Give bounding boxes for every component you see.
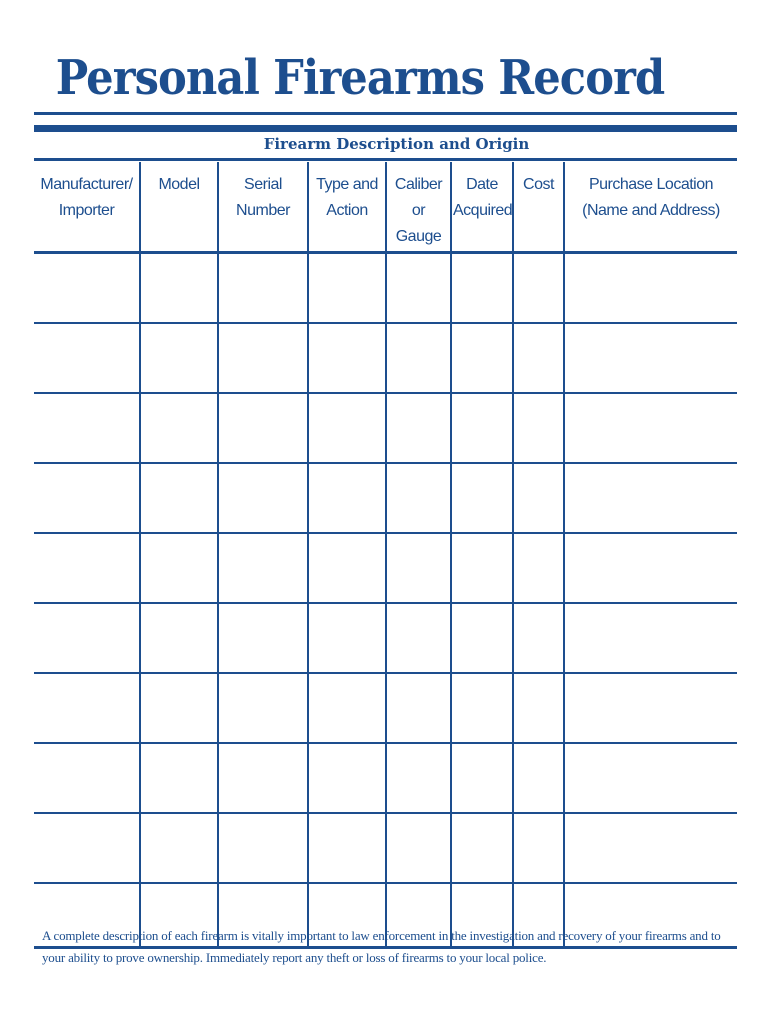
table-cell[interactable] xyxy=(386,393,451,463)
table-row xyxy=(34,743,737,813)
title-rule-thick xyxy=(34,112,737,115)
table-cell[interactable] xyxy=(513,603,564,673)
table-cell[interactable] xyxy=(513,323,564,393)
table-cell[interactable] xyxy=(386,743,451,813)
table-cell[interactable] xyxy=(140,673,218,743)
table-cell[interactable] xyxy=(564,743,737,813)
table-row xyxy=(34,603,737,673)
table-cell[interactable] xyxy=(308,813,386,883)
table-cell[interactable] xyxy=(34,323,140,393)
table-cell[interactable] xyxy=(513,463,564,533)
table-cell[interactable] xyxy=(308,743,386,813)
table-cell[interactable] xyxy=(218,393,308,463)
column-header-caliber-gauge: Caliber or Gauge xyxy=(386,162,451,253)
column-header-date-acquired: Date Acquired xyxy=(451,162,513,253)
table-cell[interactable] xyxy=(386,603,451,673)
table-cell[interactable] xyxy=(564,813,737,883)
table-cell[interactable] xyxy=(140,393,218,463)
footnote: A complete description of each firearm is vitally important to law enforcement in the investigation and recovery of your firearms and to your ability to prove ownership. Immediately report any theft or loss of firearms to your local police. xyxy=(42,928,721,965)
table-cell[interactable] xyxy=(140,813,218,883)
table-cell[interactable] xyxy=(564,393,737,463)
table-cell[interactable] xyxy=(564,323,737,393)
table-cell[interactable] xyxy=(513,813,564,883)
table-row xyxy=(34,253,737,324)
table-cell[interactable] xyxy=(451,323,513,393)
table-cell[interactable] xyxy=(34,603,140,673)
table-cell[interactable] xyxy=(386,673,451,743)
table-cell[interactable] xyxy=(308,463,386,533)
table-cell[interactable] xyxy=(34,673,140,743)
table-cell[interactable] xyxy=(513,393,564,463)
table-cell[interactable] xyxy=(218,533,308,603)
table-cell[interactable] xyxy=(513,743,564,813)
table-cell[interactable] xyxy=(140,603,218,673)
table-row xyxy=(34,323,737,393)
table-cell[interactable] xyxy=(451,533,513,603)
table-row xyxy=(34,813,737,883)
table-cell[interactable] xyxy=(451,393,513,463)
section-rule xyxy=(34,158,737,161)
table-cell[interactable] xyxy=(308,393,386,463)
table-cell[interactable] xyxy=(218,743,308,813)
table-cell[interactable] xyxy=(218,463,308,533)
table-cell[interactable] xyxy=(386,813,451,883)
table-cell[interactable] xyxy=(513,253,564,324)
table-cell[interactable] xyxy=(218,603,308,673)
table-row xyxy=(34,393,737,463)
column-header-cost: Cost xyxy=(513,162,564,253)
table-cell[interactable] xyxy=(451,253,513,324)
table-cell[interactable] xyxy=(451,813,513,883)
table-cell[interactable] xyxy=(386,253,451,324)
table-row xyxy=(34,463,737,533)
column-header-model: Model xyxy=(140,162,218,253)
table-cell[interactable] xyxy=(34,393,140,463)
table-cell[interactable] xyxy=(513,533,564,603)
table-cell[interactable] xyxy=(218,813,308,883)
table-cell[interactable] xyxy=(308,323,386,393)
table-cell[interactable] xyxy=(386,463,451,533)
table-cell[interactable] xyxy=(564,253,737,324)
table-cell[interactable] xyxy=(308,533,386,603)
table-cell[interactable] xyxy=(140,463,218,533)
table-cell[interactable] xyxy=(451,463,513,533)
table-cell[interactable] xyxy=(513,673,564,743)
table-cell[interactable] xyxy=(34,463,140,533)
table-cell[interactable] xyxy=(451,673,513,743)
table-cell[interactable] xyxy=(386,323,451,393)
header-row xyxy=(34,162,737,253)
column-header-type-action: Type and Action xyxy=(308,162,386,253)
section-title: Firearm Description and Origin xyxy=(263,135,530,153)
table-cell[interactable] xyxy=(564,463,737,533)
table-cell[interactable] xyxy=(140,533,218,603)
column-header-purchase-location: Purchase Location (Name and Address) xyxy=(564,162,737,253)
table-cell[interactable] xyxy=(34,813,140,883)
table-cell[interactable] xyxy=(34,743,140,813)
table-cell[interactable] xyxy=(34,253,140,324)
table-cell[interactable] xyxy=(308,673,386,743)
table-cell[interactable] xyxy=(34,533,140,603)
form-title: Personal Firearms Record xyxy=(55,50,665,106)
table-cell[interactable] xyxy=(140,253,218,324)
table-cell[interactable] xyxy=(218,673,308,743)
table-cell[interactable] xyxy=(218,253,308,324)
table-cell[interactable] xyxy=(140,743,218,813)
firearms-table xyxy=(34,162,737,949)
table-cell[interactable] xyxy=(451,743,513,813)
table-cell[interactable] xyxy=(218,323,308,393)
table-cell[interactable] xyxy=(564,603,737,673)
title-rule-bar xyxy=(34,125,737,132)
column-header-serial-number: Serial Number xyxy=(218,162,308,253)
table-row xyxy=(34,673,737,743)
table-cell[interactable] xyxy=(308,253,386,324)
table-cell[interactable] xyxy=(564,673,737,743)
table-cell[interactable] xyxy=(140,323,218,393)
table-cell[interactable] xyxy=(564,533,737,603)
table-cell[interactable] xyxy=(386,533,451,603)
column-header-manufacturer: Manufacturer/ Importer xyxy=(34,162,140,253)
table-row xyxy=(34,533,737,603)
table-cell[interactable] xyxy=(308,603,386,673)
table-cell[interactable] xyxy=(451,603,513,673)
